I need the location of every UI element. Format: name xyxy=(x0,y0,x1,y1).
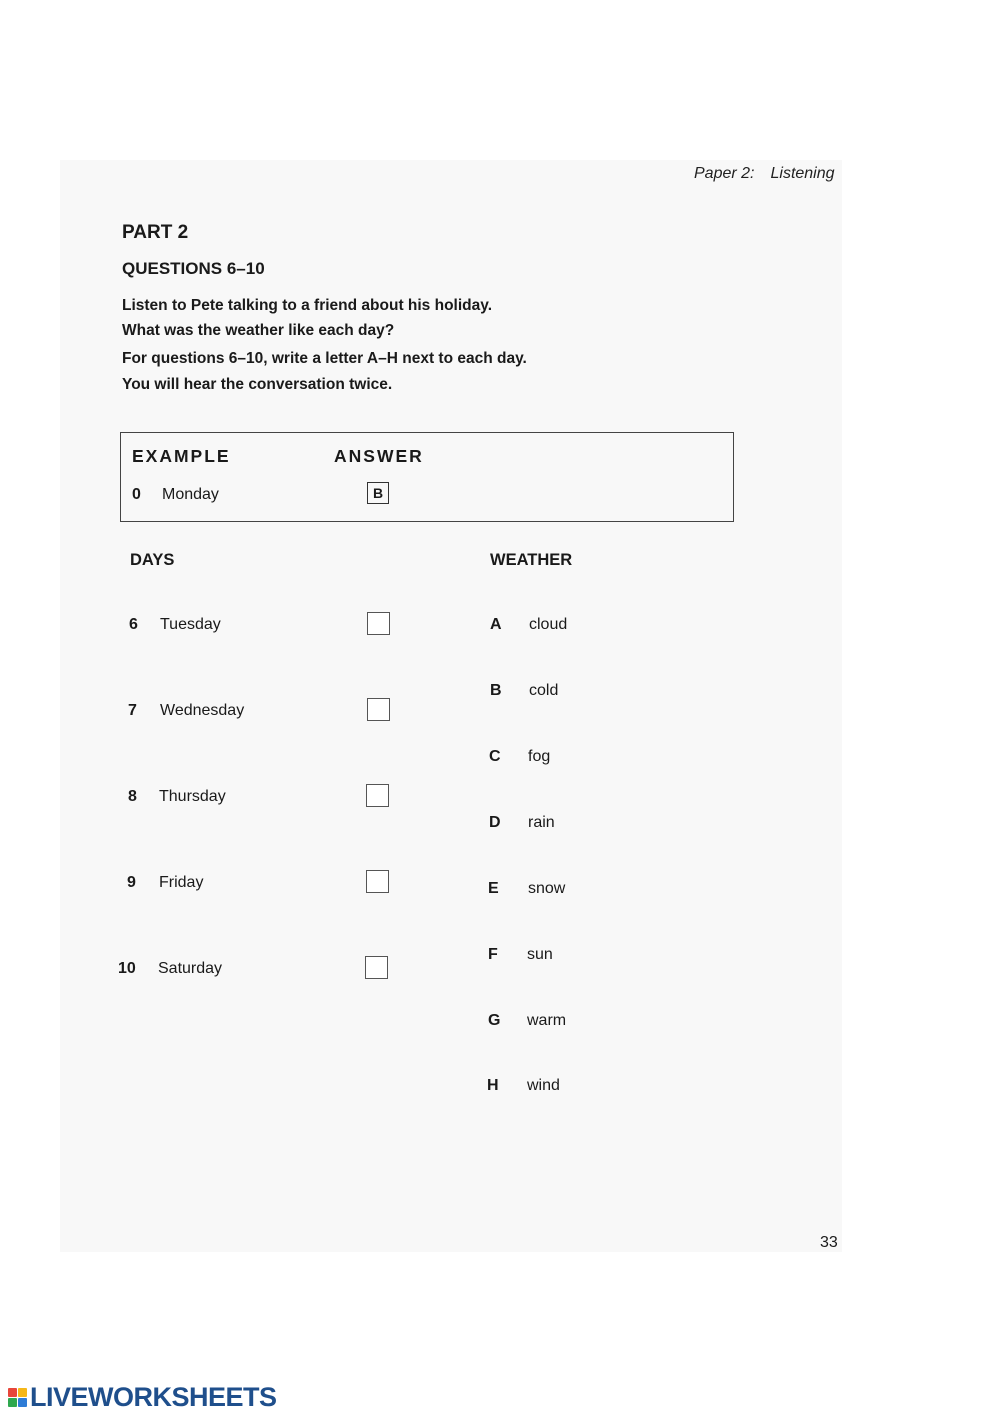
weather-word: cloud xyxy=(529,616,568,633)
weather-word: snow xyxy=(528,880,566,897)
part-title: PART 2 xyxy=(122,222,189,243)
weather-letter: D xyxy=(489,814,501,831)
questions-title: QUESTIONS 6–10 xyxy=(122,259,265,278)
day-number: 7 xyxy=(128,702,137,719)
weather-word: rain xyxy=(528,814,555,831)
weather-letter: C xyxy=(489,748,501,765)
example-answer: B xyxy=(372,485,384,501)
example-number: 0 xyxy=(132,486,141,503)
weather-word: fog xyxy=(528,748,551,765)
answer-box-8[interactable] xyxy=(366,784,389,807)
section-label: Listening xyxy=(770,165,835,182)
instruction-line: What was the weather like each day? xyxy=(122,322,395,339)
brand-square xyxy=(8,1388,17,1397)
answer-box-7[interactable] xyxy=(367,698,390,721)
page-number: 33 xyxy=(820,1234,838,1251)
weather-letter: A xyxy=(490,616,502,633)
day-number: 10 xyxy=(118,960,136,977)
answer-box-9[interactable] xyxy=(366,870,389,893)
answer-box-10[interactable] xyxy=(365,956,388,979)
weather-heading: WEATHER xyxy=(490,551,573,569)
day-name: Wednesday xyxy=(160,702,245,719)
day-name: Friday xyxy=(159,874,204,891)
weather-letter: E xyxy=(488,880,499,897)
brand-square xyxy=(8,1398,17,1407)
day-name: Thursday xyxy=(159,788,226,805)
example-answer-box xyxy=(367,482,389,504)
brand-logo xyxy=(8,1382,277,1413)
brand-grid-icon xyxy=(8,1388,27,1407)
brand-square xyxy=(18,1388,27,1397)
example-day: Monday xyxy=(162,486,219,503)
brand-name: LIVEWORKSHEETS xyxy=(30,1382,277,1412)
weather-word: wind xyxy=(527,1077,560,1094)
example-label: EXAMPLE xyxy=(132,446,231,466)
instruction-line: You will hear the conversation twice. xyxy=(122,376,393,393)
instruction-line: Listen to Pete talking to a friend about his holiday. xyxy=(122,297,493,314)
day-number: 9 xyxy=(127,874,136,891)
day-name: Tuesday xyxy=(160,616,221,633)
weather-letter: H xyxy=(487,1077,499,1094)
running-header xyxy=(694,165,835,183)
weather-word: sun xyxy=(527,946,553,963)
days-heading: DAYS xyxy=(130,551,175,569)
day-number: 6 xyxy=(129,616,138,633)
weather-letter: B xyxy=(490,682,502,699)
paper-label: Paper 2: xyxy=(694,165,755,182)
brand-square xyxy=(18,1398,27,1407)
day-name: Saturday xyxy=(158,960,223,977)
weather-letter: G xyxy=(488,1012,501,1029)
day-number: 8 xyxy=(128,788,137,805)
instruction-line: For questions 6–10, write a letter A–H next to each day. xyxy=(122,350,527,367)
answer-label: ANSWER xyxy=(334,446,424,466)
answer-box-6[interactable] xyxy=(367,612,390,635)
weather-letter: F xyxy=(488,946,498,963)
weather-word: warm xyxy=(527,1012,567,1029)
weather-word: cold xyxy=(529,682,559,699)
